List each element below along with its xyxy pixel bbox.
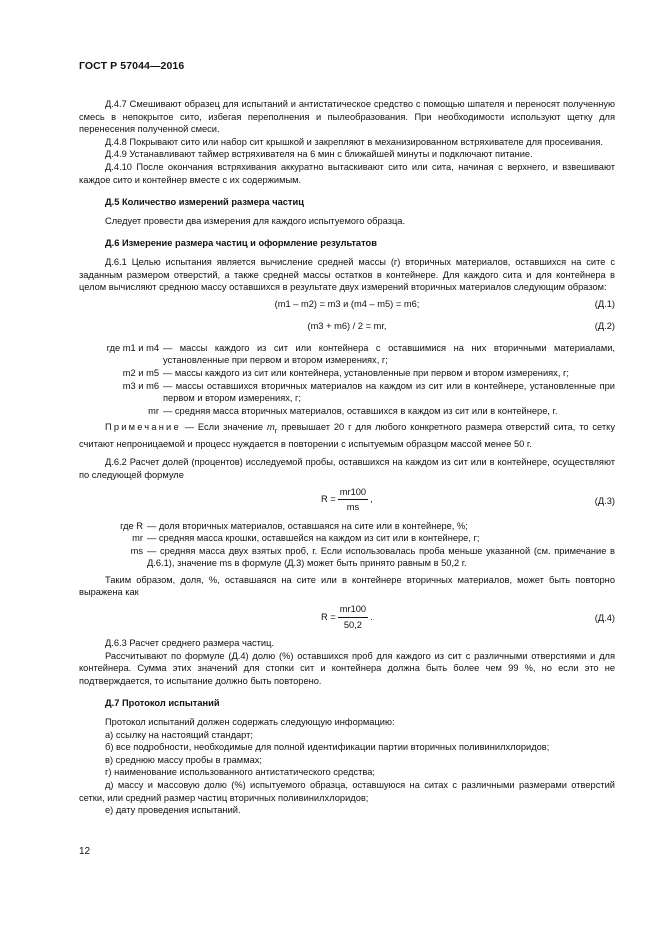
where-definition: — средняя масса крошки, оставшейся на каждом из сит или в контейнере, г; bbox=[147, 533, 480, 544]
where-definition: — средняя масса двух взятых проб, г. Если использовалась проба меньше указанной (см. примечание в Д.6.1), значение ms в формуле (Д.3) может быть принято равным в 50,2 г. bbox=[147, 545, 615, 569]
paragraph-d47: Д.4.7 Смешивают образец для испытаний и антистатическое средство с помощью шпателя и переносят полученную смесь в непокрытое сито, избегая переполнения и пылеобразования. При необходимости используют щетку для перенесения полученной смеси. bbox=[79, 99, 615, 135]
protocol-list bbox=[79, 716, 615, 817]
paragraph-d410: Д.4.10 После окончания встряхивания аккуратно вытаскивают сито или сита, начиная с верхнего, и взвешивают каждое сито и контейнер вместе с их содержимым. bbox=[79, 161, 615, 185]
paragraph-d5: Следует провести два измерения для каждого испытуемого образца. bbox=[105, 215, 406, 226]
formula-d3-number: (Д.3) bbox=[594, 495, 615, 506]
formula-d1-number: (Д.1) bbox=[594, 298, 615, 309]
where-symbol: m2 и m5 bbox=[122, 367, 159, 378]
section-d6-title: Д.6 Измерение размера частиц и оформление результатов bbox=[105, 238, 377, 249]
where-symbol: где R bbox=[120, 520, 143, 531]
formula-d2-expression: (m3 + m6) / 2 = mr, bbox=[307, 320, 387, 331]
paragraph-d49: Д.4.9 Устанавливают таймер встряхивателя на 6 мин с ближайшей минуты и подключают питание. bbox=[105, 149, 533, 160]
list-item: в) среднюю массу пробы в граммах; bbox=[105, 754, 262, 765]
formula-d3-denominator: ms bbox=[346, 502, 360, 513]
paragraph-d62-after: Таким образом, доля, %, оставшаяся на сите или в контейнере вторичных материалов, может быть повторно выражена как bbox=[79, 574, 615, 598]
note-paragraph: Примечание — Если значение $m_r$ превышает 20 г для любого конкретного размера отверстий сита, то сетку считают непроницаемой и процесс нуждается в повторении с испытуемым образцом массой менее 50 г. bbox=[79, 422, 615, 449]
paragraph-d61: Д.6.1 Целью испытания является вычисление средней массы (г) вторичных материалов, оставшихся на сите с заданным размером отверстий, а также средней массы остатков в контейнере. Для каждого сита и для контейнера в целом вычисляют среднюю массу оставшихся в результате двух измерений вторичных материалов следующим образом: bbox=[79, 256, 615, 293]
formula-d2-number: (Д.2) bbox=[594, 320, 615, 331]
formula-d3-numerator: mr100 bbox=[338, 486, 368, 501]
note-label: Примечание bbox=[105, 422, 181, 433]
section-d7-title: Д.7 Протокол испытаний bbox=[105, 698, 220, 709]
where-definition: — средняя масса вторичных материалов, оставшихся в каждом из сит или в контейнере, г. bbox=[163, 405, 558, 416]
formula-d4-denominator: 50,2 bbox=[343, 619, 362, 630]
where-symbol: ms bbox=[130, 545, 143, 556]
formula-d4: R = $\frac{mr100}{50,2}$ . (Д.4) bbox=[321, 604, 615, 630]
page-number: 12 bbox=[79, 846, 91, 857]
formula-d3: R = $\frac{mr100}{ms}$ , (Д.3) bbox=[321, 486, 615, 513]
where-definition: — массы каждого из сит или контейнера с оставшимися на них вторичными материалами, установленные при первом и втором измерениях, г; bbox=[163, 342, 615, 366]
list-item: б) все подробности, необходимые для полной идентификации партии вторичных поливинилхлоридов; bbox=[105, 742, 550, 753]
paragraph-d48: Д.4.8 Покрывают сито или набор сит крышкой и закрепляют в механизированном встряхивателе для просеивания. bbox=[105, 136, 603, 147]
formula-d1 bbox=[79, 294, 615, 316]
list-item: а) ссылку на настоящий стандарт; bbox=[105, 729, 253, 740]
list-item: г) наименование использованного антистатического средства; bbox=[105, 767, 375, 778]
paragraph-d62: Д.6.2 Расчет долей (процентов) исследуемой пробы, оставшихся на каждом из сит или в контейнере, осуществляют по следующей формуле bbox=[79, 457, 615, 480]
formula-d3-lhs: R = bbox=[321, 494, 336, 505]
where-definition: — доля вторичных материалов, оставшаяся на сите или в контейнере, %; bbox=[147, 520, 468, 531]
paragraph-d63: Д.6.3 Расчет среднего размера частиц. bbox=[105, 638, 275, 649]
where-definition: — массы оставшихся вторичных материалов на каждом из сит или в контейнере, установленные при первом и втором измерениях, г; bbox=[163, 380, 615, 404]
formula-d2 bbox=[79, 316, 615, 338]
where-symbol: m3 и m6 bbox=[122, 380, 159, 391]
note-text-a: — Если значение bbox=[184, 422, 264, 433]
document-header: ГОСТ Р 57044—2016 bbox=[79, 60, 185, 72]
document-body bbox=[79, 98, 615, 817]
list-item: е) дату проведения испытаний. bbox=[105, 805, 241, 816]
where-symbol: mr bbox=[132, 533, 143, 544]
formula-d4-lhs: R = bbox=[321, 611, 336, 622]
paragraph-d63-text: Рассчитывают по формуле (Д.4) долю (%) оставшихся проб для каждого из сит с различными отверстиями и для контейнера. Сумма этих значений для стопки сит и контейнера должна быть более чем 99 %, но если это не подтверждается, то испытание должно быть повторено. bbox=[79, 650, 615, 686]
section-d5-title: Д.5 Количество измерений размера частиц bbox=[105, 197, 304, 208]
formula-d4-number: (Д.4) bbox=[594, 613, 615, 624]
formula-d1-expression: (m1 – m2) = m3 и (m4 – m5) = m6; bbox=[274, 298, 420, 309]
where-list-1 bbox=[79, 342, 615, 418]
where-list-2 bbox=[79, 520, 615, 570]
note-text-b: превышает 20 г для любого конкретного размера отверстий сита, то сетку считают непроницаемой и процесс нуждается в повторении с испытуемым образцом массой менее 50 г. bbox=[79, 422, 615, 449]
list-item: д) массу и массовую долю (%) испытуемого образца, оставшуюся на ситах с различными размерами отверстий сетки, или средний размер частиц вторичных поливинилхлоридов; bbox=[79, 780, 615, 803]
protocol-intro: Протокол испытаний должен содержать следующую информацию: bbox=[105, 717, 395, 728]
formula-d4-numerator: mr100 bbox=[338, 603, 368, 618]
where-symbol: mr bbox=[148, 405, 159, 416]
where-symbol: где m1 и m4 bbox=[106, 342, 159, 353]
where-definition: — массы каждого из сит или контейнера, установленные при первом и втором измерениях, г; bbox=[163, 367, 569, 378]
